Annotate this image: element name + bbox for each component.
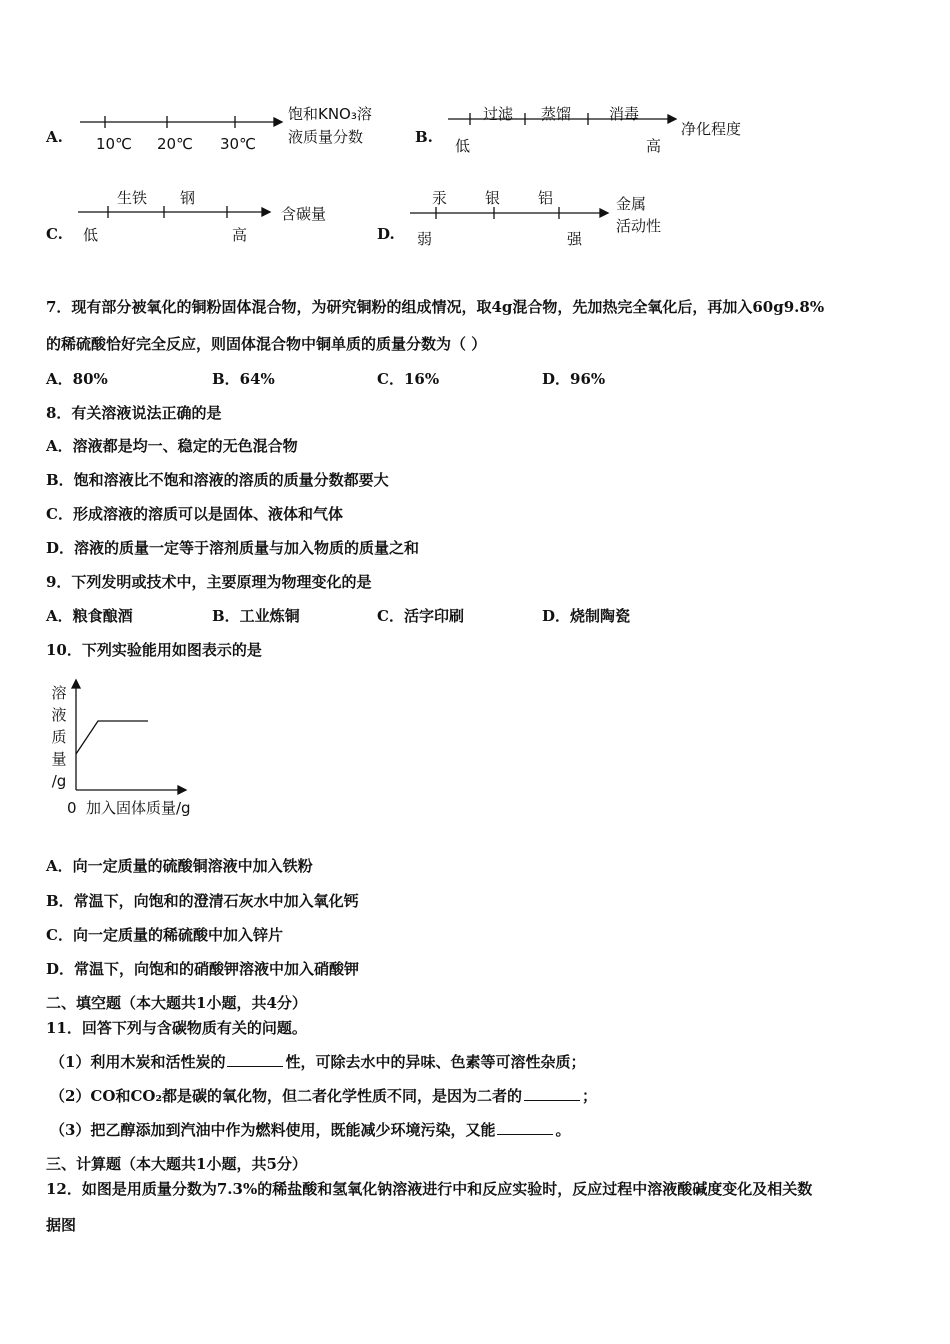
graph-y-char: /g (51, 772, 67, 790)
graph-plot (70, 676, 195, 796)
answer-blank-2[interactable] (524, 1088, 580, 1101)
tick-b-3: 消毒 (609, 105, 640, 123)
question-7-option-a: A．80% (46, 370, 108, 388)
tick-a-3: 30℃ (220, 135, 256, 153)
answer-blank-3[interactable] (497, 1122, 553, 1135)
question-7-line-2: 的稀硫酸恰好完全反应，则固体混合物中铜单质的质量分数为（ ） (46, 335, 487, 353)
question-7-option-b: B．64% (212, 370, 275, 388)
section-2-heading: 二、填空题（本大题共1小题，共4分） (46, 994, 307, 1012)
question-10-option-c: C．向一定质量的稀硫酸中加入锌片 (46, 926, 283, 944)
question-7-option-c: C．16% (377, 370, 440, 388)
option-label-c: C. (46, 225, 63, 243)
axis-title-a-2: 液质量分数 (288, 128, 364, 146)
question-9-option-a: A．粮食酿酒 (46, 607, 133, 625)
question-11-part-1 (50, 1051, 585, 1072)
high-b: 高 (646, 137, 662, 155)
option-label-b: B. (415, 128, 433, 146)
question-12-line-1: 12．如图是用质量分数为7.3%的稀盐酸和氢氧化钠溶液进行中和反应实验时，反应过程中溶液酸碱度变化及相关数 (46, 1180, 813, 1198)
axis-title-d-1: 金属 (616, 195, 647, 213)
question-12-line-2: 据图 (46, 1216, 77, 1234)
tick-c-1: 生铁 (117, 189, 148, 207)
graph-curve (76, 721, 148, 754)
question-9-option-b: B．工业炼铜 (212, 607, 300, 625)
section-3-heading: 三、计算题（本大题共1小题，共5分） (46, 1155, 307, 1173)
axis-title-b: 净化程度 (681, 120, 742, 138)
graph-x-label: 加入固体质量/g (86, 799, 191, 817)
question-9-option-c: C．活字印刷 (377, 607, 464, 625)
question-8-option-d: D．溶液的质量一定等于溶剂质量与加入物质的质量之和 (46, 539, 420, 557)
graph-y-char: 溶 (51, 684, 67, 702)
tick-b-2: 蒸馏 (541, 105, 572, 123)
part-2-text-a: （2）CO和CO₂都是碳的氧化物，但二者化学性质不同，是因为二者的 (50, 1087, 523, 1105)
question-11-part-3 (50, 1119, 570, 1140)
tick-b-1: 过滤 (483, 105, 514, 123)
question-8-option-c: C．形成溶液的溶质可以是固体、液体和气体 (46, 505, 343, 523)
question-9-stem: 9．下列发明或技术中，主要原理为物理变化的是 (46, 573, 372, 591)
graph-y-arrow (72, 680, 80, 688)
question-8-option-b: B．饱和溶液比不饱和溶液的溶质的质量分数都要大 (46, 471, 389, 489)
tick-a-2: 20℃ (157, 135, 193, 153)
graph-y-label (48, 682, 70, 792)
graph-y-char: 质 (51, 728, 67, 746)
low-c: 低 (83, 226, 99, 244)
tick-d-1: 汞 (432, 189, 448, 207)
graph-origin: 0 (67, 799, 77, 817)
part-2-text-b: ； (582, 1087, 598, 1105)
axis-a (70, 112, 290, 132)
tick-d-2: 银 (485, 189, 501, 207)
question-9-option-d: D．烧制陶瓷 (542, 607, 631, 625)
question-11-part-2 (50, 1085, 597, 1106)
axis-title-a-1: 饱和KNO₃溶 (288, 105, 372, 123)
question-11-stem: 11．回答下列与含碳物质有关的问题。 (46, 1019, 307, 1037)
axis-title-c: 含碳量 (281, 205, 327, 223)
graph-y-char: 液 (51, 706, 67, 724)
part-1-text-b: 性，可除去水中的异味、色素等可溶性杂质； (285, 1053, 586, 1071)
question-10-option-b: B．常温下，向饱和的澄清石灰水中加入氧化钙 (46, 892, 359, 910)
option-label-a: A. (46, 128, 63, 146)
axis-c (72, 202, 277, 222)
question-10-option-a: A．向一定质量的硫酸铜溶液中加入铁粉 (46, 857, 313, 875)
question-8-option-a: A．溶液都是均一、稳定的无色混合物 (46, 437, 298, 455)
question-7-line-1: 7．现有部分被氧化的铜粉固体混合物，为研究铜粉的组成情况，取4g混合物，先加热完全氧化后，再加入60g9.8% (46, 298, 825, 316)
low-b: 低 (455, 137, 471, 155)
option-label-d: D. (377, 225, 395, 243)
low-d: 弱 (417, 230, 433, 248)
tick-c-2: 钢 (180, 189, 196, 207)
graph-x-arrow (178, 786, 186, 794)
question-7-option-d: D．96% (542, 370, 606, 388)
question-8-stem: 8．有关溶液说法正确的是 (46, 404, 222, 422)
high-d: 强 (567, 230, 583, 248)
graph-y-char: 量 (51, 750, 67, 768)
high-c: 高 (232, 226, 248, 244)
tick-d-3: 铝 (538, 189, 554, 207)
part-1-text-a: （1）利用木炭和活性炭的 (50, 1053, 226, 1071)
tick-a-1: 10℃ (96, 135, 132, 153)
question-10-stem: 10．下列实验能用如图表示的是 (46, 641, 262, 659)
question-10-option-d: D．常温下，向饱和的硝酸钾溶液中加入硝酸钾 (46, 960, 360, 978)
axis-title-d-2: 活动性 (616, 217, 662, 235)
answer-blank-1[interactable] (227, 1054, 283, 1067)
part-3-text-b: 。 (555, 1121, 571, 1139)
part-3-text-a: （3）把乙醇添加到汽油中作为燃料使用，既能减少环境污染，又能 (50, 1121, 496, 1139)
